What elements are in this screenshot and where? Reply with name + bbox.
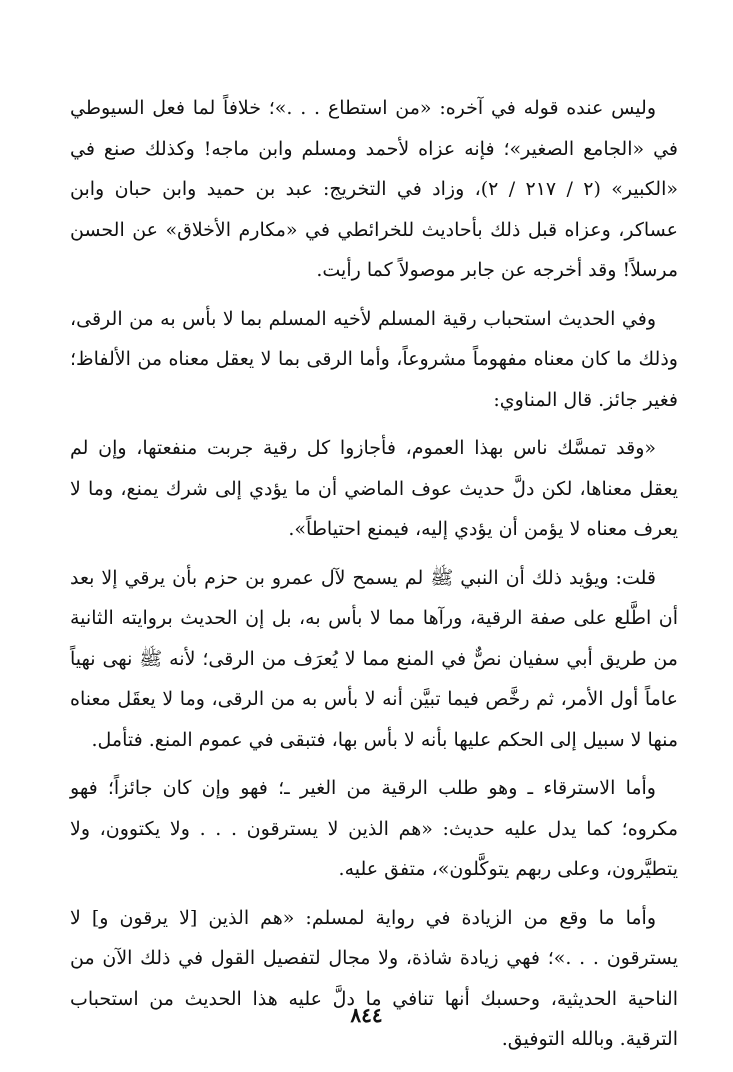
paragraph-istirqa: وأما الاسترقاء ـ وهو طلب الرقية من الغير ـ؛ فهو وإن كان جائزاً؛ فهو مكروه؛ كما يدل عليه حديث: «هم الذين لا يسترقون . . . ولا يكتوون، ولا يتطيَّرون، وعلى ربهم يتوكَّلون»، متفق عليه.	[70, 777, 678, 880]
paragraph-muslim-addition: وأما ما وقع من الزيادة في رواية لمسلم: «هم الذين [لا يرقون و] لا يسترقون . . .»؛ فهي زيادة شاذة، ولا مجال لتفصيل القول في ذلك الآن من الناحية الحديثية، وحسبك أنها تنافي ما دلَّ عليه هذا الحديث من استحباب الترقية. وبالله التوفيق.	[70, 906, 678, 1050]
paragraph-ruqya-ruling: وفي الحديث استحباب رقية المسلم لأخيه المسلم بما لا بأس به من الرقى، وذلك ما كان معناه مفهوماً مشروعاً، وأما الرقى بما لا يعقل معناه من الألفاظ؛ فغير جائز. قال المناوي:	[70, 307, 678, 411]
paragraph-munawi-quote: «وقد تمسَّك ناس بهذا العموم، فأجازوا كل رقية جربت منفعتها، وإن لم يعقل معناها، لكن دلَّ حديث عوف الماضي أن ما يؤدي إلى شرك يمنع، وما لا يعرف معناه لا يؤمن أن يؤدي إليه، فيمنع احتياطاً».	[70, 437, 678, 540]
page-number: ٨٤٤	[350, 1003, 383, 1027]
page-body	[70, 88, 678, 1068]
paragraph-takhrij: وليس عنده قوله في آخره: «من استطاع . . .»؛ خلافاً لما فعل السيوطي في «الجامع الصغير»؛ فإنه عزاه لأحمد ومسلم وابن ماجه! وكذلك صنع في «الكبير» (٢ / ٢١٧ / ٢)، وزاد في التخريج: عبد بن حميد وابن حبان وابن عساكر، وعزاه قبل ذلك بأحاديث للخرائطي في «مكارم الأخلاق» عن الحسن مرسلاً! وقد أخرجه عن جابر موصولاً كما رأيت.	[70, 97, 678, 281]
paragraph-commentary: قلت: ويؤيد ذلك أن النبي ﷺ لم يسمح لآل عمرو بن حزم بأن يرقي إلا بعد أن اطَّلع على صفة الرقية، ورآها مما لا بأس به، بل إن الحديث بروايته الثانية من طريق أبي سفيان نصٌّ في المنع مما لا يُعرَف من الرقى؛ لأنه ﷺ نهى نهياً عاماً أول الأمر، ثم رخَّص فيما تبيَّن أنه لا بأس به من الرقى، وما لا يعقَل معناه منها لا سبيل إلى الحكم عليها بأنه لا بأس بها، فتبقى في عموم المنع. فتأمل.	[70, 566, 678, 751]
